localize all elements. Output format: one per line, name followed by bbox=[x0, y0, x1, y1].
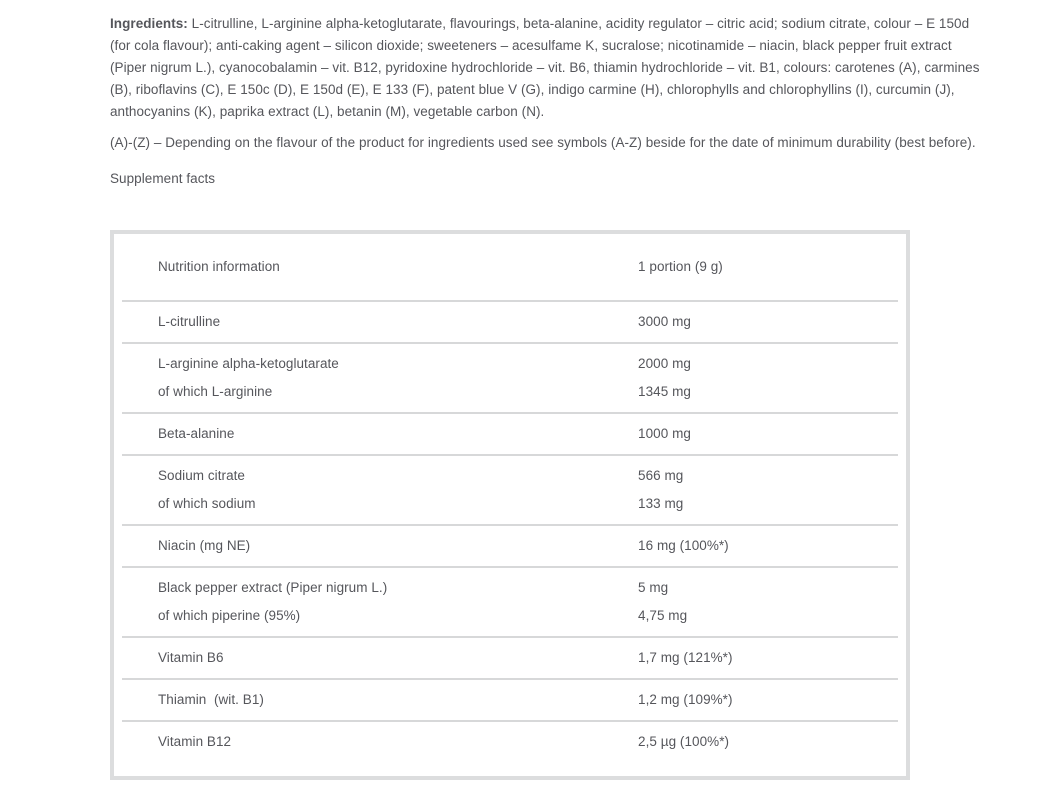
table-header-row bbox=[122, 253, 898, 281]
ingredients-paragraph bbox=[110, 13, 990, 123]
nutrient-value: 1000 mg bbox=[638, 426, 691, 441]
nutrient-label: L-citrulline bbox=[158, 314, 221, 329]
nutrient-label: of which sodium bbox=[158, 496, 256, 511]
nutrient-value: 4,75 mg bbox=[638, 608, 688, 623]
ingredients-label: Ingredients: bbox=[110, 16, 188, 31]
nutrient-label: Vitamin B6 bbox=[158, 650, 224, 665]
table-group-niacin bbox=[122, 526, 898, 568]
nutrient-label: Vitamin B12 bbox=[158, 734, 232, 749]
table-group-aakg bbox=[122, 344, 898, 414]
table-row bbox=[122, 462, 898, 490]
nutrient-value: 2,5 µg (100%*) bbox=[638, 734, 730, 749]
nutrient-label: of which piperine (95%) bbox=[158, 608, 301, 623]
table-subrow bbox=[122, 378, 898, 406]
nutrient-value: 2000 mg bbox=[638, 356, 691, 371]
table-row bbox=[122, 532, 898, 560]
nutrient-value: 16 mg (100%*) bbox=[638, 538, 729, 553]
nutrient-label: Beta-alanine bbox=[158, 426, 235, 441]
table-row bbox=[122, 574, 898, 602]
nutrient-value: 1345 mg bbox=[638, 384, 691, 399]
table-header-group bbox=[122, 236, 898, 302]
nutrient-label: of which L-arginine bbox=[158, 384, 273, 399]
nutrient-label: Thiamin (wit. B1) bbox=[158, 692, 264, 707]
nutrient-value: 3000 mg bbox=[638, 314, 691, 329]
table-group-vitamin-b6 bbox=[122, 638, 898, 680]
nutrient-value: 1,2 mg (109%*) bbox=[638, 692, 733, 707]
table-header-label: Nutrition information bbox=[158, 259, 280, 274]
table-group-beta-alanine bbox=[122, 414, 898, 456]
flavour-note: (A)-(Z) – Depending on the flavour of the product for ingredients used see symbols (A-Z) beside for the date of minimum durability (best before). bbox=[110, 135, 976, 150]
table-group-thiamin bbox=[122, 680, 898, 722]
table-subrow bbox=[122, 602, 898, 630]
table-row bbox=[122, 420, 898, 448]
ingredients-text: L-citrulline, L-arginine alpha-ketoglutarate, flavourings, beta-alanine, acidity regulator – citric acid; sodium citrate, colour – E 150d (for cola flavour); anti-caking agent – silicon dioxide; sweeteners – acesulfame K, sucralose; nicotinamide – niacin, black pepper fruit extract (Piper nigrum L.), cyanocobalamin – vit. B12, pyridoxine hydrochloride – vit. B6, thiamin hydrochloride – vit. B1, colours: carotenes (A), carmines (B), riboflavins (C), E 150c (D), E 150d (E), E 133 (F), patent blue V (G), indigo carmine (H), chlorophylls and chlorophyllins (I), curcumin (J), anthocyanins (K), paprika extract (L), betanin (M), vegetable carbon (N). bbox=[110, 16, 980, 119]
table-header-value: 1 portion (9 g) bbox=[638, 259, 723, 274]
table-row bbox=[122, 644, 898, 672]
nutrient-value: 5 mg bbox=[638, 580, 669, 595]
supplement-facts-label: Supplement facts bbox=[110, 171, 216, 186]
table-row bbox=[122, 308, 898, 336]
nutrient-value: 566 mg bbox=[638, 468, 684, 483]
nutrient-label: Niacin (mg NE) bbox=[158, 538, 251, 553]
table-group-vitamin-b12 bbox=[122, 722, 898, 762]
nutrient-label: Sodium citrate bbox=[158, 468, 245, 483]
nutrient-value: 1,7 mg (121%*) bbox=[638, 650, 733, 665]
nutrient-label: Black pepper extract (Piper nigrum L.) bbox=[158, 580, 388, 595]
table-row bbox=[122, 350, 898, 378]
table-group-black-pepper bbox=[122, 568, 898, 638]
table-row bbox=[122, 686, 898, 714]
nutrient-label: L-arginine alpha-ketoglutarate bbox=[158, 356, 339, 371]
nutrient-value: 133 mg bbox=[638, 496, 684, 511]
table-group-sodium-citrate bbox=[122, 456, 898, 526]
table-row bbox=[122, 728, 898, 756]
nutrition-facts-table bbox=[110, 230, 910, 780]
table-subrow bbox=[122, 490, 898, 518]
table-group-citrulline bbox=[122, 302, 898, 344]
